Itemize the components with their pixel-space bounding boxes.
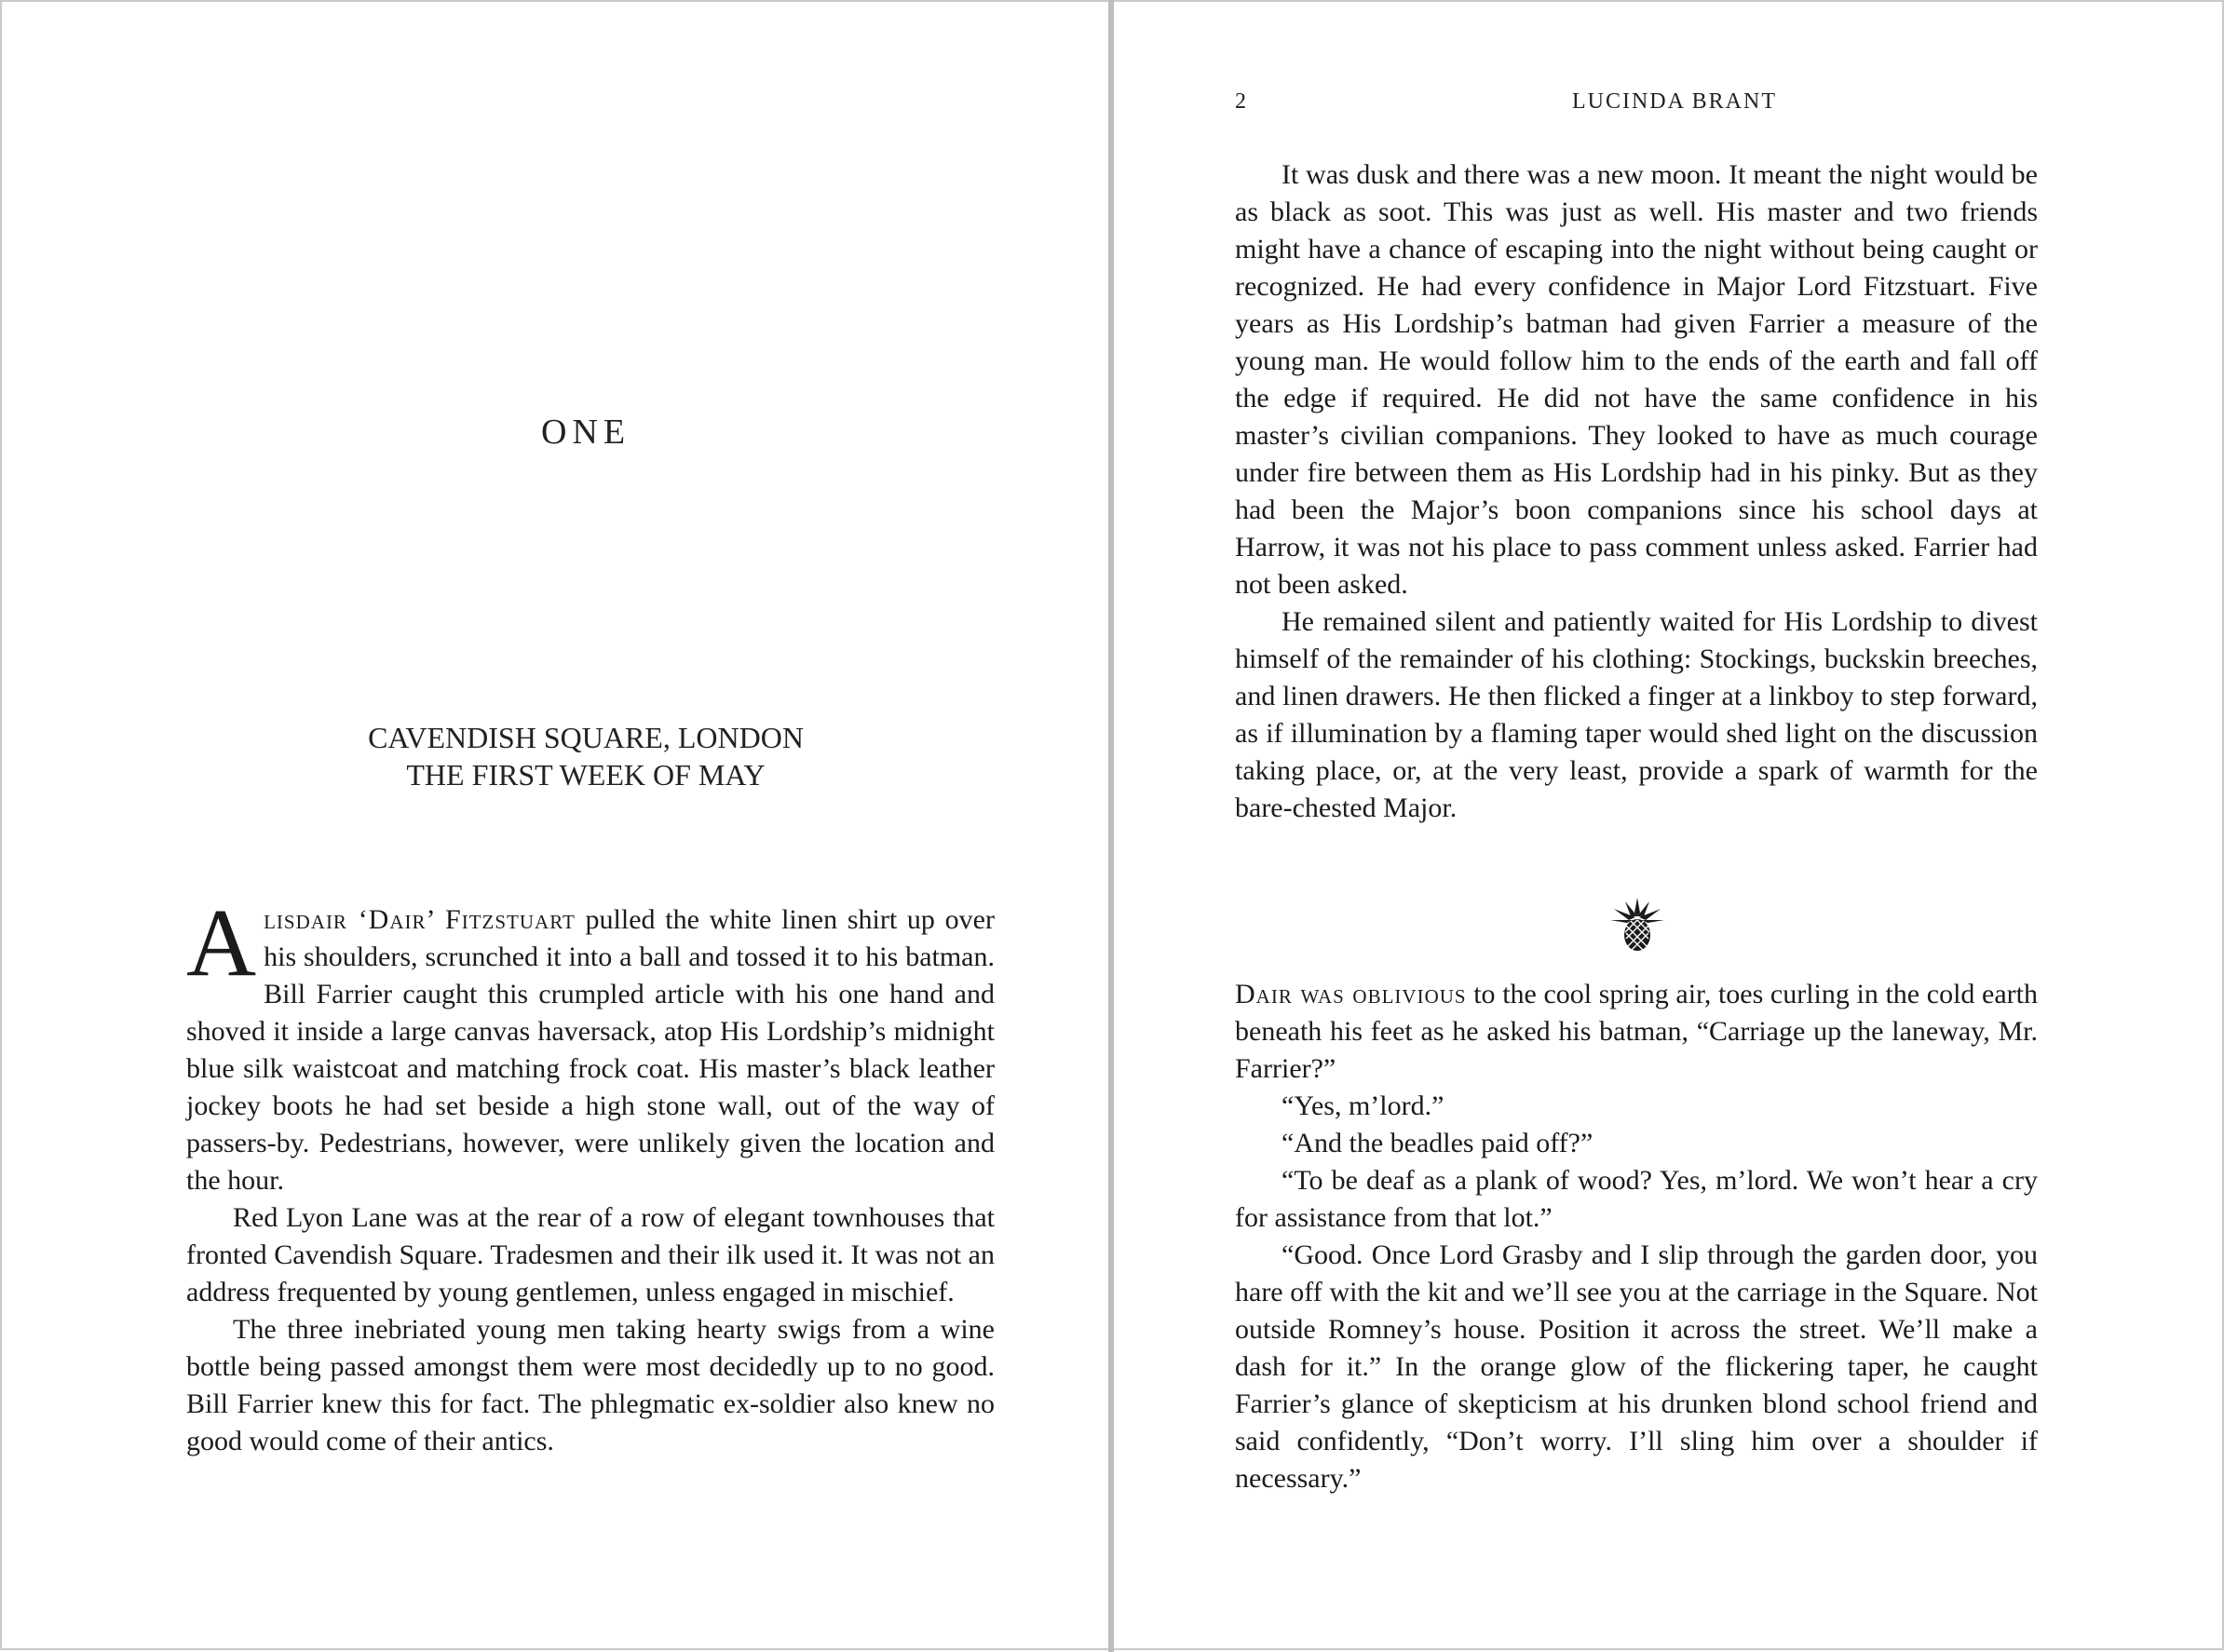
paragraph-1 — [186, 889, 995, 1199]
chapter-location-line-1: CAVENDISH SQUARE, LONDON — [368, 721, 804, 754]
right-page — [1112, 0, 2224, 1650]
paragraph-7: “Yes, m’lord.” — [1282, 1090, 1444, 1121]
paragraph-9: “To be deaf as a plank of wood? Yes, m’lord. We won’t hear a cry for assistance from that lot.” — [1235, 1165, 2038, 1233]
chapter-title: ONE — [540, 413, 631, 452]
paragraph-2: Red Lyon Lane was at the rear of a row of elegant townhouses that fronted Cavendish Square. Tradesmen and their ilk used it. It was not an address frequented by young gentlemen, unless engaged in mischief. — [186, 1202, 995, 1307]
right-body-text-bottom — [1235, 976, 2038, 1497]
pineapple-icon — [1607, 894, 1668, 955]
small-caps-lead-2: Dair was oblivious — [1235, 979, 1467, 1009]
paragraph-5: He remained silent and patiently waited for His Lordship to divest himself of the remainder of his clothing: Stockings, buckskin breeches, and linen drawers. He then flicked a finger at a linkboy to step forward, as if illumination by a flaming taper would shed light on the discussion taking place, or, at the very least, provide a spark of warmth for the bare-chested Major. — [1235, 606, 2038, 823]
running-head-author: LUCINDA BRANT — [1571, 89, 1777, 114]
paragraph-10: “Good. Once Lord Grasby and I slip through the garden door, you hare off with the kit and we’ll see you at the carriage in the Square. Not outside Romney’s house. Position it across the street. We’ll make a dash for it.” In the orange glow of the flickering taper, he caught Farrier’s glance of skepticism at his drunken blond school friend and said confidently, “Don’t worry. I’ll sling him over a shoulder if necessary.” — [1235, 1239, 2038, 1494]
left-page — [0, 0, 1112, 1650]
paragraph-3: The three inebriated young men taking hearty swigs from a wine bottle being passed amongst them were most decidedly up to no good. Bill Farrier knew this for fact. The phlegmatic ex-soldier also knew no good would come of their antics. — [186, 1314, 995, 1456]
spine-gutter — [1108, 0, 1114, 1652]
paragraph-8: “And the beadles paid off?” — [1282, 1128, 1593, 1158]
page-number: 2 — [1235, 89, 1248, 114]
chapter-location-line-2: THE FIRST WEEK OF MAY — [406, 758, 766, 792]
paragraph-6 — [1235, 976, 2038, 1088]
paragraph-4: It was dusk and there was a new moon. It meant the night would be as black as soot. This was just as well. His master and two friends might have a chance of escaping into the night without being caught or recognized. He had every confidence in Major Lord Fitzstuart. Five years as His Lordship’s batman had given Farrier a measure of the young man. He would follow him to the ends of the earth and fall off the edge if required. He did not have the same confidence in his master’s civilian companions. They looked to have as much courage under fire between them as His Lordship had in his pinky. But as they had been the Major’s boon companions since his school days at Harrow, it was not his place to pass comment unless asked. Farrier had not been asked. — [1235, 159, 2038, 600]
drop-cap: A — [186, 889, 257, 996]
paragraph-6-text: to the cool spring air, toes curling in the cold earth beneath his feet as he asked his batman, “Carriage up the laneway, Mr. Farrier?” — [1235, 979, 2038, 1084]
left-body-text — [186, 889, 995, 1460]
right-body-text-top — [1235, 156, 2038, 827]
small-caps-lead: lisdair ‘Dair’ Fitzstuart — [264, 904, 576, 935]
paragraph-1-text: pulled the white linen shirt up over his shoulders, scrunched it into a ball and tossed it to his batman. Bill Farrier caught this crumpled article with his one hand and shoved it inside a large canvas haversack, atop His Lordship’s midnight blue silk waistcoat and matching frock coat. His master’s black leather jockey boots he had set beside a high stone wall, out of the way of passers-by. Pedestrians, however, were unlikely given the location and the hour. — [186, 904, 995, 1196]
